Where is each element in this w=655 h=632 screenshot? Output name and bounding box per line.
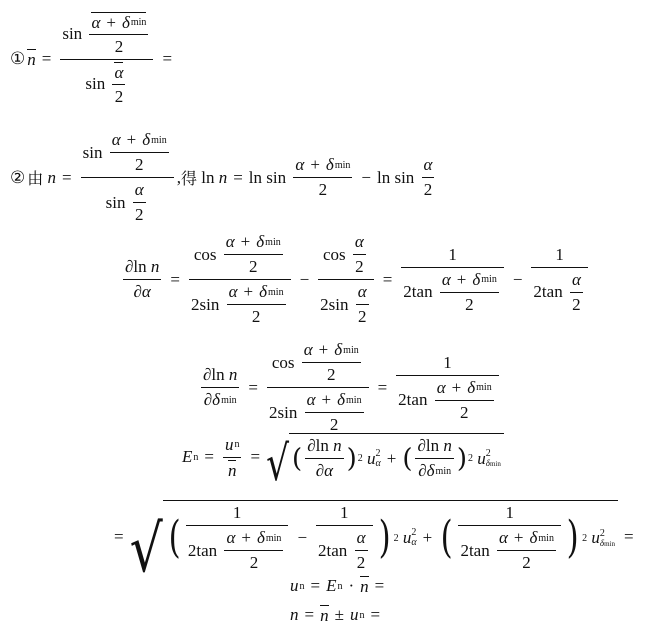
formula-7: u n = E n · n =: [290, 576, 385, 597]
n-bar: n: [27, 50, 36, 70]
formula-3: ∂ ln n ∂ α = cos α + δ min 2 2 sin α + δ min 2 − cos $\frac{\alpha}{2}$ 2 sin $\frac{\alpha}{2}$ = 1 2 tan α + δ min 2 − 1 2 tan $\frac{\alpha}{2}$: [120, 232, 591, 327]
formula-5: E n = u n n = √ ( ∂ ln n ∂ α ) 2 u 2 α + ( ∂ ln n ∂ δ min ) 2 u 2 δmin: [182, 433, 504, 481]
main-fraction: sin α + δ min 2 sin $\frac{\alpha}{2}$: [60, 12, 153, 107]
sqrt-2: √ ( 1 2 tan α + δ min 2 − 1 2 tan $\frac{\alpha}{2}$ ) 2 u 2 α + ( 1 2 tan α + δ min 2 ) 2 u 2 δmin: [130, 500, 618, 573]
label-de: 得: [180, 169, 197, 188]
sqrt-1: √ ( ∂ ln n ∂ α ) 2 u 2 α + ( ∂ ln n ∂ δ min ) 2 u 2 δmin: [266, 433, 504, 481]
label-you: 由: [27, 169, 44, 188]
formula-8: n = n ± u n =: [290, 605, 381, 626]
formula-4: ∂ ln n ∂ δ min = cos α + δ min 2 2 sin α + δ min 2 = 1 2 tan α + δ min 2: [198, 340, 502, 435]
equals-sign: =: [162, 49, 173, 69]
equals-sign: =: [41, 49, 52, 69]
formula-1: [10, 12, 178, 107]
formula-2: ② 由 n = sin α + δ min 2 sin $\frac{\alpha}{2}$ , 得 ln n = ln sin α + δ min 2 − ln sin $\frac{\alpha}{2}$: [10, 130, 433, 224]
item-number-1: ①: [10, 49, 26, 70]
formula-6: = √ ( 1 2 tan α + δ min 2 − 1 2 tan $\frac{\alpha}{2}$ ) 2 u 2 α + ( 1 2 tan α + δ min 2 ) 2 u 2 δmin =: [108, 500, 640, 573]
item-number-2: ②: [10, 167, 26, 188]
